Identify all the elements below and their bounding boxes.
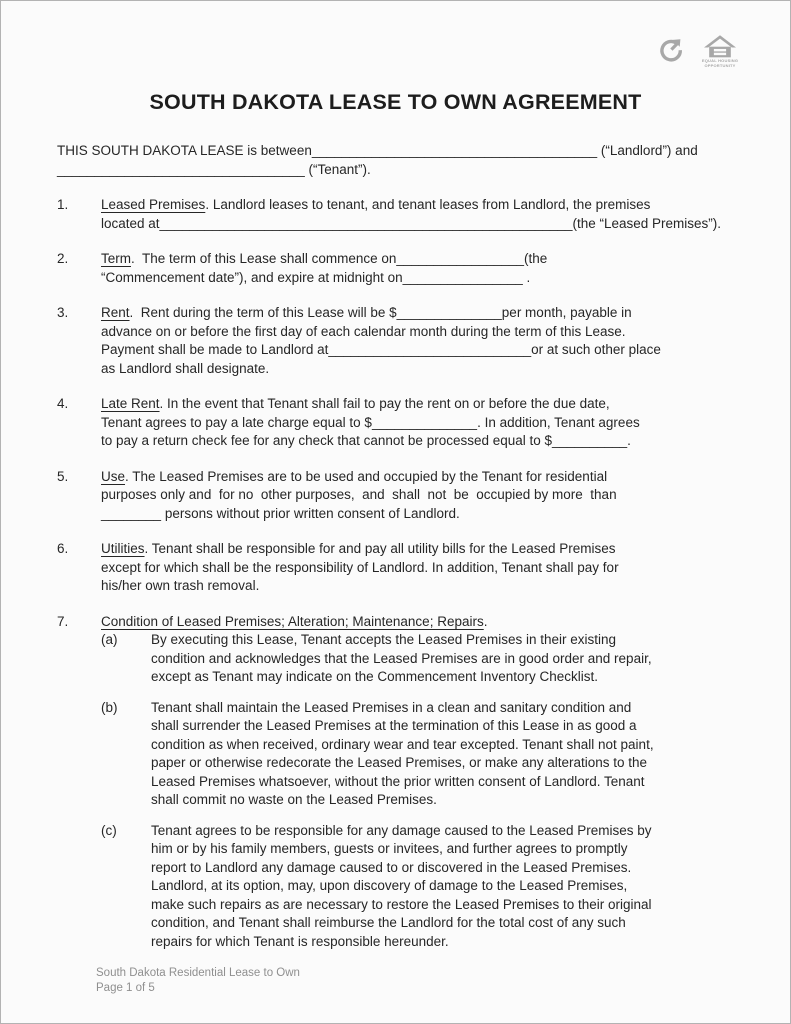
text-line [151,859,740,878]
page-footer [96,966,300,996]
page-title: SOUTH DAKOTA LEASE TO OWN AGREEMENT [149,90,642,114]
text-segment: as Landlord shall designate. [101,360,270,376]
text-segment: . The Leased Premises are to be used and occupied by the Tenant for residential [125,468,608,484]
blank-field: _________________________________ [57,161,305,177]
section-heading: Leased Premises [101,197,206,212]
text-segment: advance on or before the first day of each calendar month during the term of this Lease. [101,323,626,339]
section-number: 5. [57,468,69,484]
text-line [151,840,740,859]
section-number: 7. [57,613,69,629]
section-heading: Use [101,468,126,484]
text-segment: Tenant agrees to pay a late charge equal to $ [101,414,372,430]
section-body [101,250,740,287]
text-segment: report to Landlord any damage caused to or discovered in the Leased Premises. [151,859,632,875]
text-segment: “Commencement date”), and expire at midnight on [101,269,403,285]
text-segment: condition and acknowledges that the Leased Premises are in good order and repair, [151,650,652,666]
text-line [151,668,740,687]
text-segment: Tenant shall maintain the Leased Premises in a clean and sanitary condition and [151,699,632,715]
section-body [101,540,740,596]
blank-field: __________ [552,433,628,448]
text-line [57,161,740,180]
section-heading: Condition of Leased Premises; Alteration; Maintenance; Repairs [101,613,484,629]
text-segment: . [483,613,488,629]
text-line [101,269,740,288]
text-segment: . The term of this Lease shall commence on [131,251,397,266]
header-logos [658,35,738,69]
text-segment: repairs for which Tenant is responsible hereunder. [151,933,449,949]
text-line [101,540,740,559]
text-segment: . Tenant shall be responsible for and pay all utility bills for the Leased Premises [144,541,616,556]
text-line [151,717,740,736]
text-segment: (“Tenant”). [304,161,371,177]
section-heading: Rent [101,305,130,320]
section [57,540,740,596]
text-segment: per month, payable in [501,305,632,320]
blank-field: ______________________________________ [311,143,598,158]
text-segment: persons without prior written consent of Landlord. [161,505,460,521]
text-line [101,432,740,451]
text-line [151,877,740,896]
text-line [101,395,740,414]
text-line [101,577,740,596]
text-segment: By executing this Lease, Tenant accepts the Leased Premises in their existing [151,632,617,647]
section-heading: Late Rent [101,396,160,411]
blank-field: ___________________________ [328,342,532,357]
text-segment: located at [101,215,160,231]
text-segment: make such repairs as are necessary to restore the Leased Premises to their original [151,896,652,912]
section-body [101,196,740,233]
text-segment: Landlord, at its option, may, upon discovery of damage to the Leased Premises, [151,878,628,893]
section [57,613,740,952]
section-heading: Utilities [101,541,145,556]
blank-field: _______________________________________________________ [159,215,573,231]
section [57,250,740,287]
section [57,395,740,451]
section-heading: Term [101,251,131,266]
text-line [101,486,740,505]
footer-document-name: South Dakota Residential Lease to Own [96,967,300,979]
text-line [101,360,740,379]
subitem-label: (c) [101,822,117,838]
text-line [151,896,740,915]
text-line [101,341,740,360]
text-line [151,650,740,669]
text-line [151,822,740,841]
subitem-label: (b) [101,699,118,715]
document-body [57,142,740,951]
section-body [101,613,740,952]
section-number: 4. [57,396,69,411]
section-number: 6. [57,541,69,556]
text-segment: Tenant agrees to be responsible for any damage caused to the Leased Premises by [151,822,652,838]
blank-field: ________________ [402,269,523,285]
text-segment: purposes only and for no other purposes, and shall not be occupied by more than [101,487,617,502]
text-line [101,196,740,215]
text-line [151,754,740,773]
text-line [101,323,740,342]
section-body [101,304,740,378]
text-line [101,613,740,632]
text-segment: except for which shall be the responsibility of Landlord. In addition, Tenant shall pay for [101,559,619,575]
text-segment: Payment shall be made to Landlord at [101,342,329,357]
section-number: 1. [57,197,69,212]
text-segment: to pay a return check fee for any check that cannot be processed equal to $ [101,433,553,448]
text-segment: . In the event that Tenant shall fail to pay the rent on or before the due date, [159,396,610,411]
text-segment: . [627,433,631,448]
text-line [57,142,740,161]
footer-page-number: Page 1 of 5 [96,982,155,994]
text-line [151,736,740,755]
text-segment: (the “Leased Premises”). [572,215,722,231]
section-body [101,468,740,524]
text-segment: or at such other place [531,342,661,357]
blank-field: ______________ [396,305,502,320]
text-segment: . In addition, Tenant agrees [477,414,640,430]
sections-container [57,196,740,951]
circular-arrow-icon [658,37,684,69]
section-subitem [101,822,740,952]
text-segment: . Landlord leases to tenant, and tenant leases from Landlord, the premises [205,197,651,212]
text-segment: shall surrender the Leased Premises at the termination of this Lease in as good a [151,718,637,733]
text-line [101,414,740,433]
text-line [151,773,740,792]
section [57,196,740,233]
intro-paragraph [57,142,740,179]
text-line [151,933,740,952]
subitem-body [151,699,740,810]
section [57,304,740,378]
text-segment: his/her own trash removal. [101,578,260,593]
text-segment: shall commit no waste on the Leased Premises. [151,792,437,807]
text-line [151,699,740,718]
text-segment: except as Tenant may indicate on the Commencement Inventory Checklist. [151,669,598,684]
text-line [101,468,740,487]
text-line [101,250,740,269]
section-number: 3. [57,305,69,320]
text-segment: (“Landlord”) and [597,143,698,158]
blank-field: ________ [101,505,162,521]
section [57,468,740,524]
section-subitem [101,631,740,687]
equal-housing-caption-line1: EQUAL HOUSING [701,58,739,63]
text-segment: him or by his family members, guests or invitees, and further agrees to promptly [151,841,628,856]
section-number: 2. [57,251,69,266]
text-segment: . Rent during the term of this Lease will be $ [129,305,397,320]
text-line [101,304,740,323]
text-line [101,505,740,524]
subitem-label: (a) [101,632,118,647]
text-segment: paper or otherwise redecorate the Leased Premises, or make any alterations to the [151,755,648,770]
blank-field: _________________ [396,251,525,266]
section-subitem [101,699,740,810]
text-segment: (the [524,251,548,266]
text-line [101,215,740,234]
text-segment: Leased Premises whatsoever, without the prior written consent of Landlord. Tenant [151,773,645,789]
equal-housing-caption-line2: OPPORTUNITY [704,63,736,68]
text-segment: THIS SOUTH DAKOTA LEASE is between [57,143,312,158]
text-line [151,914,740,933]
text-segment: condition, and Tenant shall reimburse the Landlord for the total cost of any such [151,915,626,930]
subitem-body [151,822,740,952]
text-line [151,791,740,810]
text-line [151,631,740,650]
text-line [101,559,740,578]
section-body [101,395,740,451]
equal-housing-opportunity-icon [702,35,738,68]
subitem-body [151,631,740,687]
text-segment: . [522,269,531,285]
blank-field: ______________ [371,414,478,430]
text-segment: condition as when received, ordinary wear and tear excepted. Tenant shall not paint, [151,736,654,752]
